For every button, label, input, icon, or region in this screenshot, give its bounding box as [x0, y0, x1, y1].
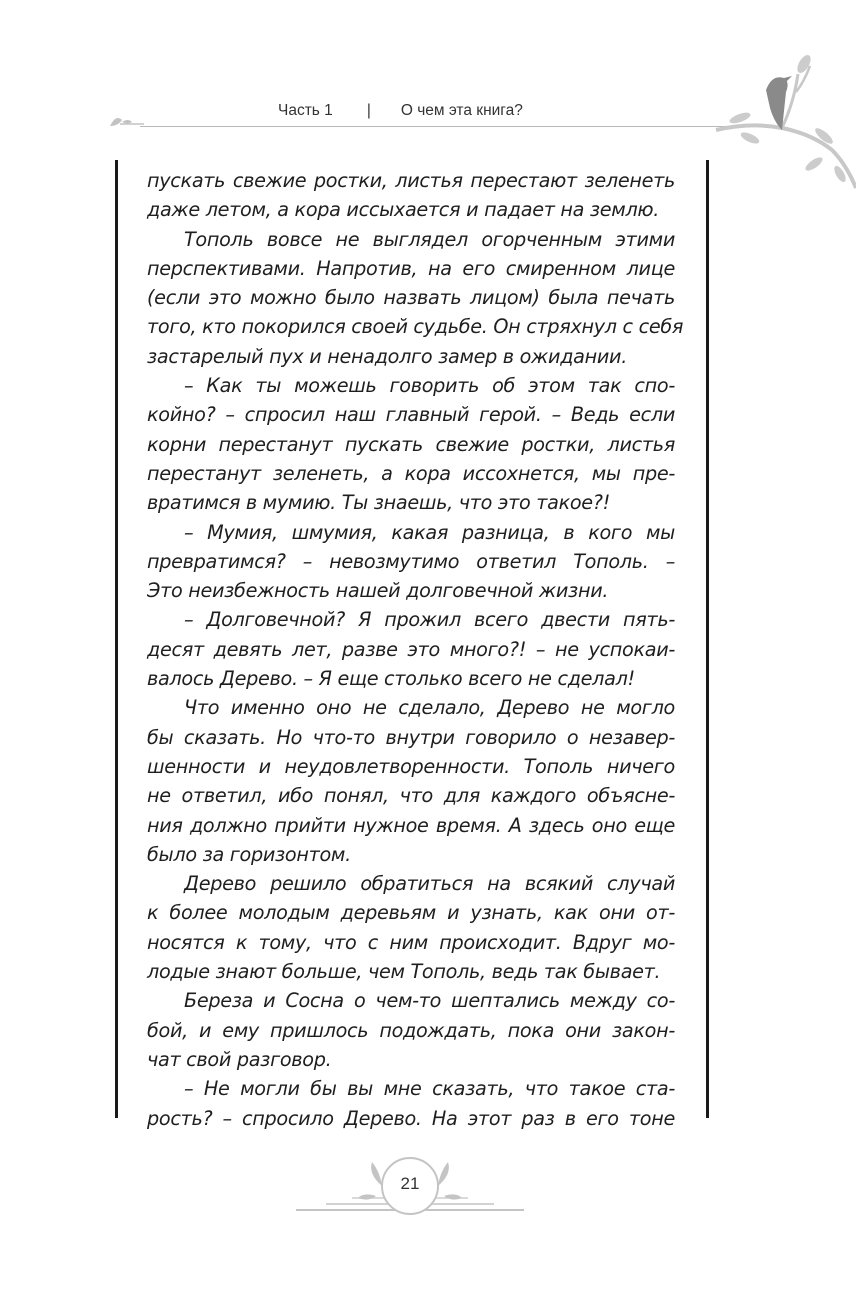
- text-line: не ответил, ибо понял, что для каждого объясне-: [147, 784, 675, 808]
- leaf-ornament-icon: [108, 110, 148, 130]
- text-line: – Мумия, шмумия, какая разница, в кого мы: [184, 520, 675, 544]
- text-line: бы сказать. Но что-то внутри говорило о незавер-: [147, 725, 675, 749]
- text-line: Что именно оно не сделало, Дерево не могло: [184, 696, 675, 720]
- text-line: того, кто покорился своей судьбе. Он стряхнул с себя: [147, 315, 684, 339]
- text-line: чат свой разговор.: [147, 1047, 332, 1071]
- text-line: перспективами. Напротив, на его смиренном лице: [147, 256, 675, 280]
- text-line: носятся к тому, что с ним происходит. Вдруг мо-: [147, 930, 675, 954]
- text-line: валось Дерево. – Я еще столько всего не сделал!: [147, 667, 635, 691]
- left-margin-bar: [115, 160, 118, 1118]
- text-line: превратимся? – невозмутимо ответил Тополь. –: [147, 549, 675, 573]
- text-line: шенности и неудовлетворенности. Тополь ничего: [147, 754, 675, 778]
- text-line: к более молодым деревьям и узнать, как они от-: [147, 901, 675, 925]
- text-line: Береза и Сосна о чем-то шептались между со-: [184, 989, 675, 1013]
- text-line: бой, и ему пришлось подождать, пока они закон-: [147, 1018, 675, 1042]
- text-line: вратимся в мумию. Ты знаешь, что это такое?!: [147, 491, 611, 515]
- running-head: [278, 102, 523, 120]
- page-footer: [296, 1152, 524, 1222]
- chapter-title: О чем эта книга?: [400, 102, 523, 119]
- text-line: – Как ты можешь говорить об этом так спо-: [184, 374, 675, 398]
- text-line: пускать свежие ростки, листья перестают зеленеть: [147, 169, 675, 192]
- text-line: было за горизонтом.: [147, 842, 351, 866]
- header-separator: |: [366, 102, 371, 119]
- text-line: ния должно прийти нужное время. А здесь оно еще: [147, 813, 675, 837]
- text-line: Дерево решило обратиться на всякий случай: [184, 872, 675, 896]
- part-label: Часть 1: [278, 102, 333, 119]
- page-number: 21: [400, 1174, 420, 1193]
- right-margin-bar: [706, 160, 709, 1118]
- text-line: рость? – спросило Дерево. На этот раз в его тоне: [147, 1106, 675, 1130]
- text-line: Это неизбежность нашей долговечной жизни.: [147, 579, 609, 603]
- text-line: перестанут зеленеть, а кора иссохнется, мы пре-: [147, 461, 675, 485]
- bird-on-branch-icon: [712, 52, 856, 202]
- text-line: (если это можно было назвать лицом) была печать: [147, 286, 675, 310]
- text-line: – Долговечной? Я прожил всего двести пять-: [184, 608, 675, 632]
- text-line: койно? – спросил наш главный герой. – Ведь если: [147, 403, 675, 427]
- text-line: – Не могли бы вы мне сказать, что такое ста-: [184, 1077, 675, 1101]
- body-text: [147, 166, 684, 1133]
- text-line: десят девять лет, разве это много?! – не успокаи-: [147, 637, 675, 661]
- header-rule: [140, 126, 740, 127]
- text-line: даже летом, а кора иссыхается и падает на землю.: [147, 198, 660, 222]
- text-line: лодые знают больше, чем Тополь, ведь так бывает.: [147, 960, 661, 984]
- text-line: Тополь вовсе не выглядел огорченным этими: [184, 227, 675, 251]
- text-line: корни перестанут пускать свежие ростки, листья: [147, 432, 675, 456]
- text-line: застарелый пух и ненадолго замер в ожидании.: [147, 344, 628, 368]
